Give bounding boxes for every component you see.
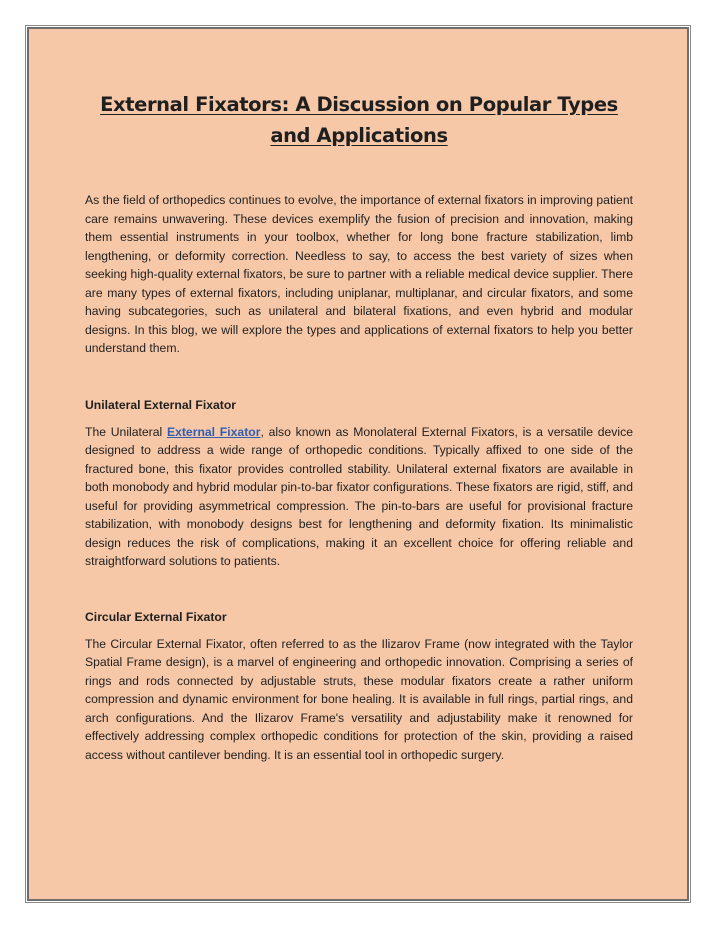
section-body-circular: The Circular External Fixator, often referred to as the Ilizarov Frame (now integrated with the Taylor Spatial Frame design), is a marvel of engineering and orthopedic innovation. Comprising a series of rings and rods connected by adjustable struts, these modular fixators create a rather uniform compression and dynamic environment for bone healing. It is available in full rings, partial rings, and arch configurations. And the Ilizarov Frame's versatility and adjustability make it renowned for effectively addressing complex orthopedic conditions for protection of the skin, providing a raised access without cantilever bending. It is an essential tool in orthopedic surgery. bbox=[85, 636, 633, 762]
document-title: External Fixators: A Discussion on Popular Types and Applications bbox=[100, 93, 618, 147]
intro-paragraph: As the field of orthopedics continues to evolve, the importance of external fixators in improving patient care remains unwavering. These devices exemplify the fusion of precision and innovation, making them essential instruments in your toolbox, whether for long bone fracture stabilization, limb lengthening, or deformity correction. Needless to say, to access the best variety of sizes when seeking high-quality external fixators, be sure to partner with a reliable medical device supplier. There are many types of external fixators, including uniplanar, multiplanar, and circular fixators, and some having subcategories, such as unilateral and bilateral fixations, and even hybrid and modular designs. In this blog, we will explore the types and applications of external fixators to help you better understand them. bbox=[85, 193, 633, 355]
body-text-after-link: , also known as Monolateral External Fixators, is a versatile device designed to address a wide range of orthopedic conditions. Typically affixed to one side of the fractured bone, this fixator provides controlled stability. Unilateral external fixators are available in both monobody and hybrid modular pin-to-bar fixator configurations. These fixators are rigid, stiff, and useful for providing asymmetrical compression. The pin-to-bars are useful for provisional fracture stabilization, with monobody designs best for lengthening and deformity fixation. Its minimalistic design reduces the risk of complications, making it an excellent choice for offering reliable and straightforward solutions to patients. bbox=[85, 424, 633, 568]
section-heading-unilateral: Unilateral External Fixator bbox=[85, 397, 237, 412]
document-page bbox=[27, 27, 689, 901]
section-heading-circular: Circular External Fixator bbox=[85, 609, 227, 624]
external-fixator-link[interactable]: External Fixator bbox=[166, 424, 261, 439]
body-text-before-link: The Unilateral bbox=[85, 424, 167, 439]
section-body-unilateral bbox=[85, 423, 633, 571]
document-content bbox=[85, 29, 633, 764]
